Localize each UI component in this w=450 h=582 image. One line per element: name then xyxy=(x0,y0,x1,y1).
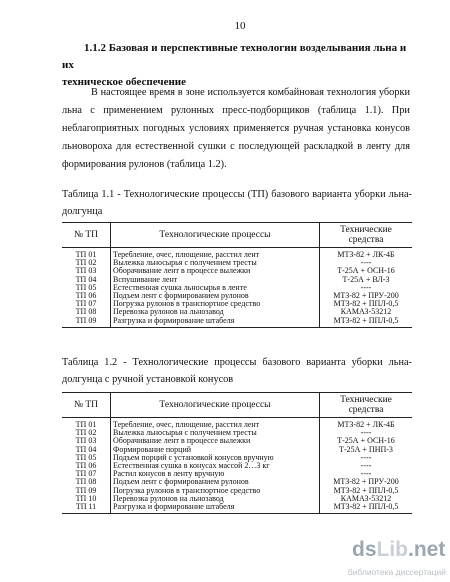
cell-process: Теребление, очес, плющение, расстил лент xyxy=(111,248,320,260)
word: естественной xyxy=(135,141,195,152)
cell-number: ТП 08 xyxy=(62,478,111,486)
word: процессы xyxy=(202,189,245,200)
header-equipment-part: Технические xyxy=(340,395,392,405)
word: ленту xyxy=(366,141,391,152)
cell-process: Подъем лент с формированием рулонов xyxy=(111,478,320,486)
cell-equipment: ---- xyxy=(360,428,372,438)
cell-process: Вспушивание лент xyxy=(111,276,320,284)
cell-process: Подъем порций с установкой конусов вручную xyxy=(111,454,320,462)
header-equipment-part: Технические xyxy=(340,225,392,235)
header-process: Технологические процессы xyxy=(111,393,320,418)
text-line xyxy=(62,102,410,120)
table-header-row xyxy=(62,223,412,248)
cell-equipment: МТЗ-82 + ППЛ-0,5 xyxy=(320,503,413,514)
word: базового xyxy=(271,189,310,200)
word: льновороха xyxy=(62,141,113,152)
section-heading-line: техническое обеспечение xyxy=(62,76,187,88)
cell-equipment: ---- xyxy=(360,258,372,268)
watermark-subtitle: библиотека диссертаций xyxy=(347,567,446,577)
word: льна- xyxy=(388,189,412,200)
cell-process: Подъем лент с формированием рулонов xyxy=(111,292,320,300)
word: зоне xyxy=(185,87,205,98)
cell-equipment: ---- xyxy=(360,469,372,479)
cell-equipment: МТЗ-82 + ППЛ-0,5 xyxy=(333,299,399,309)
cell-process: Вылежка льносырья с получением тресты xyxy=(111,259,320,267)
cell-equipment: ---- xyxy=(360,461,372,471)
word: - xyxy=(117,189,121,200)
text-line xyxy=(62,371,412,388)
cell-number: ТП 04 xyxy=(62,276,111,284)
cell-process: Погрузка рулонов в транспортное средство xyxy=(111,487,320,495)
table2-caption xyxy=(62,354,412,388)
word: 1.1 xyxy=(101,189,115,200)
word: неблагоприятных xyxy=(62,123,139,134)
word: технология xyxy=(326,87,377,98)
table1-caption xyxy=(62,186,412,220)
cell-equipment: МТЗ-82 + ПРУ-200 xyxy=(333,477,399,487)
cell-number: ТП 07 xyxy=(62,300,111,308)
word: применяется xyxy=(233,123,290,134)
text-line xyxy=(62,156,410,174)
word: формирования рулонов (таблица 1.2). xyxy=(62,159,227,170)
cell-number: ТП 06 xyxy=(62,292,111,300)
word: Таблица xyxy=(62,189,99,200)
word: комбайновая xyxy=(268,87,324,98)
word: варианта xyxy=(312,189,352,200)
cell-process: Перевозка рулонов на льнозавод xyxy=(111,495,320,503)
table-row xyxy=(62,503,412,514)
cell-equipment: ---- xyxy=(360,282,372,292)
word: (ТП) xyxy=(247,189,269,200)
cell-number: ТП 03 xyxy=(62,267,111,275)
word: последующей xyxy=(238,141,300,152)
cell-equipment: Т-25А + ВЛ-3 xyxy=(342,274,390,284)
table1 xyxy=(62,222,412,328)
word: применением xyxy=(103,105,163,116)
cell-process: Естественная сушка льносырья в ленте xyxy=(111,284,320,292)
cell-process: Оборачивание лент в процессе вылежки xyxy=(111,437,320,445)
cell-process: Теребление, очес, плющение, расстил лент xyxy=(111,418,320,430)
page-number: 10 xyxy=(234,20,246,32)
word: рулонных xyxy=(170,105,215,116)
text-line xyxy=(62,120,410,138)
cell-number: ТП 09 xyxy=(62,487,111,495)
word: время xyxy=(149,87,176,98)
text-line xyxy=(62,203,412,220)
cell-process: Формирование порций xyxy=(111,446,320,454)
word: льна xyxy=(62,105,82,116)
header-number: № ТП xyxy=(62,393,111,418)
word: для xyxy=(116,141,132,152)
section-heading-line: 1.1.2 Базовая и перспективные технологии возделывания льна и их xyxy=(62,42,407,71)
word: в xyxy=(357,141,363,152)
cell-process: Вылежка льносырья с получением тресты xyxy=(111,429,320,437)
word: В xyxy=(91,87,98,98)
body-paragraph xyxy=(62,84,410,174)
word: условиях xyxy=(189,123,230,134)
cell-process: Разгрузка и формирование штабеля xyxy=(111,503,320,514)
cell-process: Перевозка рулонов на льнозавод xyxy=(111,308,320,316)
word: в xyxy=(177,87,183,98)
cell-number: ТП 04 xyxy=(62,446,111,454)
header-number: № ТП xyxy=(62,223,111,248)
word: процессы xyxy=(214,357,257,368)
word: Технологические xyxy=(123,189,200,200)
word: 1.1). xyxy=(364,105,384,116)
word: с xyxy=(90,105,95,116)
text-line xyxy=(62,186,412,203)
cell-number: ТП 05 xyxy=(62,284,111,292)
table2 xyxy=(62,392,412,514)
cell-equipment: МТЗ-82 + ПРУ-200 xyxy=(333,291,399,301)
word: уборки xyxy=(351,357,383,368)
text-line xyxy=(62,138,410,156)
word: ручная xyxy=(293,123,324,134)
word: базового xyxy=(262,357,301,368)
watermark xyxy=(347,538,448,578)
word: варианта xyxy=(306,357,346,368)
word: погодных xyxy=(142,123,186,134)
word: для xyxy=(394,141,410,152)
cell-equipment: КАМАЗ-53212 xyxy=(340,493,392,503)
word: 1.2 xyxy=(104,357,118,368)
cell-number: ТП 06 xyxy=(62,462,111,470)
word: раскладкой xyxy=(303,141,354,152)
cell-number: ТП 08 xyxy=(62,308,111,316)
word: с xyxy=(230,141,235,152)
cell-process: Разгрузка и формирование штабеля xyxy=(111,317,320,328)
cell-number: ТП 07 xyxy=(62,470,111,478)
cell-process: Естественная сушка в конусах массой 2…3 кг xyxy=(111,462,320,470)
cell-number: ТП 11 xyxy=(62,503,111,514)
cell-equipment: МТЗ-82 + ЛК-4Б xyxy=(337,250,395,259)
table-header-row xyxy=(62,393,412,418)
header-equipment-part: средства xyxy=(348,235,384,245)
cell-equipment: МТЗ-82 + ЛК-4Б xyxy=(337,420,395,429)
word: уборки xyxy=(354,189,386,200)
word: долгунца с ручной установкой конусов xyxy=(62,374,234,385)
text-line xyxy=(62,354,412,371)
cell-equipment: МТЗ-82 + ППЛ-0,5 xyxy=(320,317,413,328)
table-row xyxy=(62,317,412,328)
word: сушки xyxy=(198,141,227,152)
word: установка xyxy=(327,123,372,134)
cell-equipment: Т-25А + ПНП-3 xyxy=(339,444,393,454)
word: Технологические xyxy=(132,357,209,368)
word: уборки xyxy=(378,87,410,98)
header-equipment-part: средства xyxy=(348,405,384,415)
cell-number: ТП 03 xyxy=(62,437,111,445)
cell-process: Погрузка рулонов в транспортное средство xyxy=(111,300,320,308)
cell-number: ТП 01 xyxy=(62,248,111,260)
text-line xyxy=(62,84,410,102)
word: долгунца xyxy=(62,206,103,217)
word: используется xyxy=(207,87,266,98)
cell-process: Растил конусов в ленту вручную xyxy=(111,470,320,478)
word: Таблица xyxy=(62,357,99,368)
watermark-logo: dsLib.net xyxy=(352,538,446,561)
cell-number: ТП 01 xyxy=(62,418,111,430)
cell-equipment: КАМАЗ-53212 xyxy=(340,307,392,317)
cell-process: Оборачивание лент в процессе вылежки xyxy=(111,267,320,275)
word: льна- xyxy=(388,357,412,368)
word: (таблица xyxy=(317,105,357,116)
cell-number: ТП 10 xyxy=(62,495,111,503)
word: конусов xyxy=(375,123,410,134)
word: настоящее xyxy=(100,87,147,98)
header-equipment xyxy=(320,223,413,248)
cell-number: ТП 02 xyxy=(62,259,111,267)
word: пресс-подборщиков xyxy=(222,105,310,116)
cell-equipment: ---- xyxy=(360,452,372,462)
cell-number: ТП 09 xyxy=(62,317,111,328)
word: - xyxy=(123,357,127,368)
header-equipment xyxy=(320,393,413,418)
cell-number: ТП 05 xyxy=(62,454,111,462)
cell-equipment: Т-25А + ОСН-16 xyxy=(337,436,395,446)
cell-equipment: МТЗ-82 + ППЛ-0,5 xyxy=(333,485,399,495)
header-process: Технологические процессы xyxy=(111,223,320,248)
cell-number: ТП 02 xyxy=(62,429,111,437)
word: При xyxy=(391,105,410,116)
cell-equipment: Т-25А + ОСН-16 xyxy=(337,266,395,276)
